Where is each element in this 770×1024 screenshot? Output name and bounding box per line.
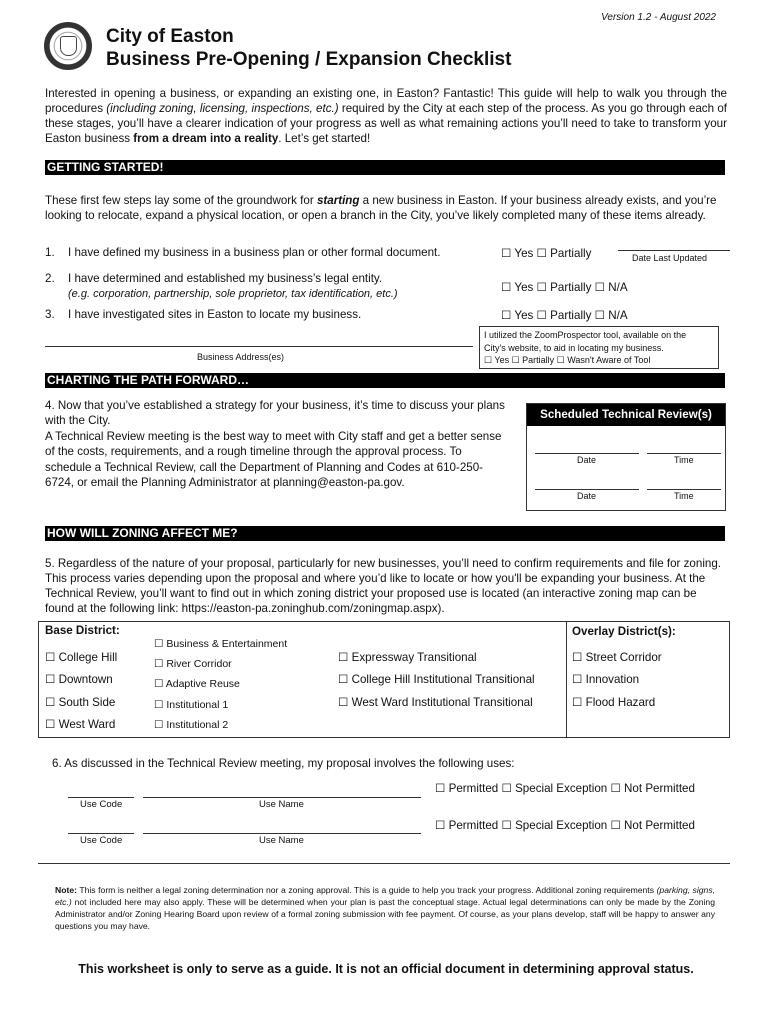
- getting-started-text: These first few steps lay some of the groundwork for starting a new business in Easton. If your business already exists, and you’re looking to relocate, expand a physical location, or open a branch in the City, you’ve likely completed many of these items already.: [45, 194, 717, 222]
- review1-date-label: Date: [577, 455, 597, 465]
- overlay-innovation[interactable]: ☐ Innovation: [572, 673, 640, 687]
- zoomprospector-options[interactable]: ☐ Yes ☐ Partially ☐ Wasn't Aware of Tool: [484, 355, 651, 365]
- zoomprospector-box: I utilized the ZoomProspector tool, available on the City's website, to aid in locating my business. ☐ Yes ☐ Partially ☐ Wasn't Aware of Tool: [479, 326, 719, 369]
- district-west-ward[interactable]: ☐ West Ward: [45, 717, 116, 731]
- district-institutional-1[interactable]: ☐ Institutional 1: [154, 698, 229, 711]
- scheduled-review-box: [526, 403, 726, 511]
- item2-options[interactable]: ☐ Yes ☐ Partially ☐ N/A: [501, 281, 628, 294]
- use1-name-label: Use Name: [259, 799, 304, 810]
- item3-text: I have investigated sites in Easton to locate my business.: [68, 308, 362, 321]
- item1-options[interactable]: ☐ Yes ☐ Partially: [501, 247, 592, 260]
- intro-paragraph: Interested in opening a business, or expanding an existing one, in Easton? Fantastic! This guide will help to walk you through the procedures (including zoning, licensing, inspections, etc.) required by the City at each step of the process. As you go through each of these stages, you’ll have a clearer indication of your progress as well as what remaining actions you’ll need to take to transform your Easton business from a dream into a reality. Let’s get started!: [45, 87, 727, 145]
- use2-code-label: Use Code: [80, 835, 123, 846]
- section-zoning: HOW WILL ZONING AFFECT ME?: [45, 526, 725, 541]
- district-college-hill-institutional[interactable]: ☐ College Hill Institutional Transitional: [338, 673, 535, 687]
- date-last-updated-line[interactable]: [618, 250, 730, 251]
- district-institutional-2[interactable]: ☐ Institutional 2: [154, 718, 229, 731]
- business-address-line[interactable]: [45, 346, 473, 347]
- district-adaptive-reuse[interactable]: ☐ Adaptive Reuse: [154, 678, 240, 691]
- use1-code-label: Use Code: [80, 799, 123, 810]
- overlay-divider: [566, 621, 567, 738]
- use1-code-line[interactable]: [68, 797, 134, 798]
- district-college-hill[interactable]: ☐ College Hill: [45, 651, 118, 664]
- district-business-entertainment[interactable]: ☐ Business & Entertainment: [154, 638, 288, 650]
- review2-time-label: Time: [674, 491, 694, 501]
- use1-options[interactable]: ☐ Permitted ☐ Special Exception ☐ Not Permitted: [435, 782, 695, 795]
- item2-subtext: (e.g. corporation, partnership, sole proprietor, tax identification, etc.): [68, 288, 398, 300]
- use2-options[interactable]: ☐ Permitted ☐ Special Exception ☐ Not Permitted: [435, 819, 695, 832]
- business-address-label: Business Address(es): [197, 352, 285, 362]
- section-getting-started: GETTING STARTED!: [45, 160, 725, 175]
- use2-code-line[interactable]: [68, 833, 134, 834]
- divider: [38, 863, 730, 864]
- charting-path-text: 4. Now that you’ve established a strategy for your business, it’s time to discuss your plans with the City. A Technical Review meeting is the best way to meet with City staff and get a better sense of the costs, requirements, and a rough timeline through the approval process. To schedule a Technical Review, call the Department of Planning and Codes at 610-250-6724, or email the Planning Administrator at planning@easton-pa.gov.: [45, 399, 505, 490]
- note-paragraph: Note: This form is neither a legal zoning determination nor a zoning approval. This is a guide to help you track your progress. Additional zoning requirements (parking, signs, etc.) not included here may also apply. These will be determined when your plan is past the conceptual stage. Actual legal determinations can only be made by the Zoning Administrator and/or Zoning Hearing Board upon review of a formal zoning submission with fee payment. Of course, as your plans develop, staff will be happy to answer any questions you may have.: [55, 885, 715, 931]
- overlay-street-corridor[interactable]: ☐ Street Corridor: [572, 651, 662, 664]
- section-charting-path: CHARTING THE PATH FORWARD…: [45, 373, 725, 388]
- review2-time-line[interactable]: [647, 489, 721, 490]
- city-title: City of Easton: [106, 26, 234, 47]
- review1-time-label: Time: [674, 455, 694, 465]
- use2-name-label: Use Name: [259, 835, 304, 846]
- district-west-ward-institutional[interactable]: ☐ West Ward Institutional Transitional: [338, 695, 533, 709]
- base-col1: [45, 647, 117, 736]
- base-col3: [338, 647, 535, 714]
- zoning-text: 5. Regardless of the nature of your proposal, particularly for new businesses, you’ll need to confirm requirements and file for zoning. This process varies depending upon the proposal and where you’d like to locate or how you'll be expanding your business. At the Technical Review, you’ll want to find out in which zoning district your proposed use is located (an interactive zoning map can be found at the following link: https://easton-pa.zoninghub.com/zoningmap.aspx).: [45, 557, 722, 615]
- review2-date-line[interactable]: [535, 489, 639, 490]
- overlay-district-label: Overlay District(s):: [572, 625, 676, 638]
- district-south-side[interactable]: ☐ South Side: [45, 695, 116, 709]
- item3-number: 3.: [45, 308, 55, 321]
- district-downtown[interactable]: ☐ Downtown: [45, 673, 113, 687]
- review2-date-label: Date: [577, 491, 597, 501]
- use1-name-line[interactable]: [143, 797, 421, 798]
- use2-name-line[interactable]: [143, 833, 421, 834]
- item2-text: I have determined and established my business’s legal entity.: [68, 272, 383, 285]
- base-col2: [154, 634, 287, 735]
- item3-options[interactable]: ☐ Yes ☐ Partially ☐ N/A: [501, 309, 628, 322]
- item2-number: 2.: [45, 272, 55, 285]
- review1-date-line[interactable]: [535, 453, 639, 454]
- version-label: Version 1.2 - August 2022: [601, 12, 716, 23]
- scheduled-review-title: Scheduled Technical Review(s): [527, 404, 725, 426]
- city-seal-icon: [44, 22, 92, 70]
- district-expressway-transitional[interactable]: ☐ Expressway Transitional: [338, 651, 477, 664]
- overlay-col: [572, 647, 662, 714]
- uses-text: 6. As discussed in the Technical Review meeting, my proposal involves the following uses:: [52, 757, 515, 770]
- page-title: Business Pre-Opening / Expansion Checklist: [106, 49, 512, 70]
- district-river-corridor[interactable]: ☐ River Corridor: [154, 658, 232, 671]
- overlay-flood-hazard[interactable]: ☐ Flood Hazard: [572, 695, 656, 709]
- item1-number: 1.: [45, 246, 55, 259]
- item1-text: I have defined my business in a business plan or other formal document.: [68, 246, 441, 259]
- footer-disclaimer: This worksheet is only to serve as a guide. It is not an official document in determining approval status.: [78, 962, 694, 976]
- base-district-label: Base District:: [45, 624, 120, 637]
- date-last-updated-label: Date Last Updated: [632, 253, 708, 263]
- review1-time-line[interactable]: [647, 453, 721, 454]
